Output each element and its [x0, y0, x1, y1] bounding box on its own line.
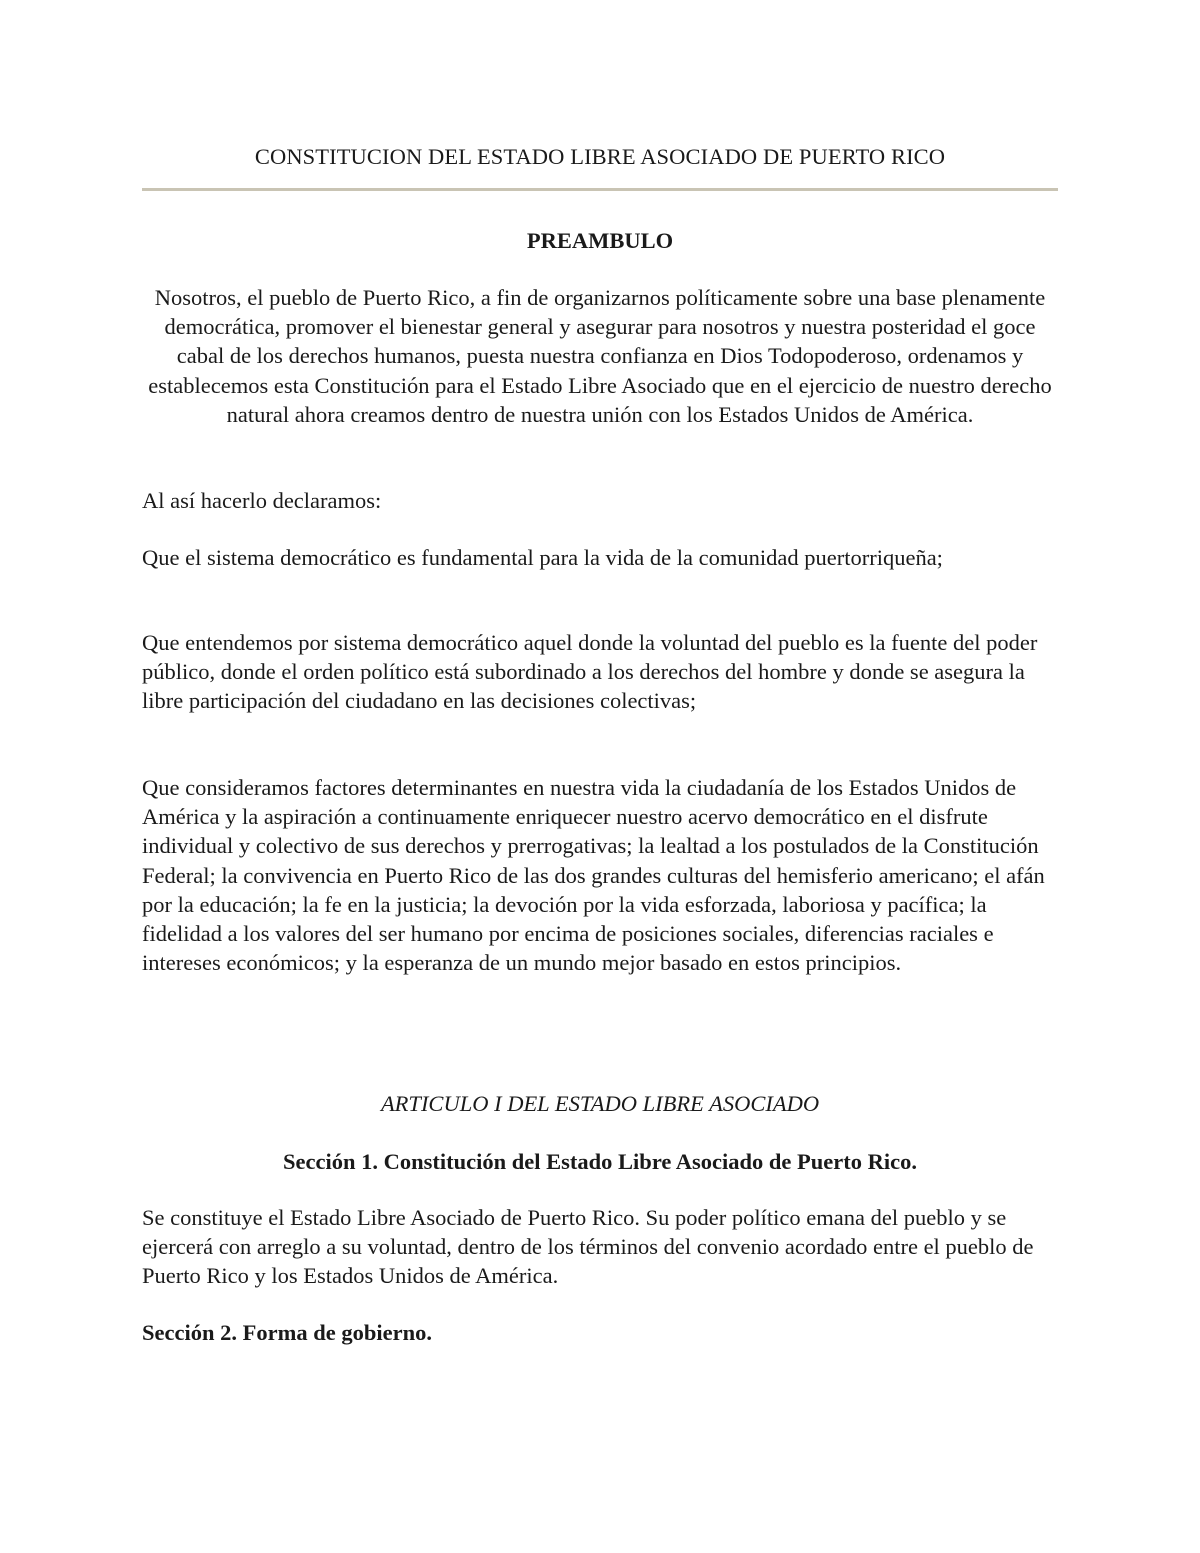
preamble-heading: PREAMBULO [526, 228, 674, 253]
article-heading: ARTICULO I DEL ESTADO LIBRE ASOCIADO [380, 1091, 820, 1116]
section-1-text: Se constituye el Estado Libre Asociado de Puerto Rico. Su poder político emana del pueblo y se ejercerá con arreglo a su voluntad, dentro de los términos del convenio acordado entre el pueblo de Puerto Rico y los Estados Unidos de América. [142, 1205, 1034, 1289]
declaration-paragraph: Que el sistema democrático es fundamental para la vida de la comunidad puertorriqueña; [142, 545, 943, 570]
section-1-heading: Sección 1. Constitución del Estado Libre Asociado de Puerto Rico. [283, 1149, 917, 1174]
document-title: CONSTITUCION DEL ESTADO LIBRE ASOCIADO DE PUERTO RICO [254, 144, 946, 169]
preamble-text: Nosotros, el pueblo de Puerto Rico, a fin de organizarnos políticamente sobre una base plenamente democrática, promover el bienestar general y asegurar para nosotros y nuestra posteridad el goce cabal de los derechos humanos, puesta nuestra confianza en Dios Todopoderoso, ordenamos y establecemos esta Constitución para el Estado Libre Asociado que en el ejercicio de nuestro derecho natural ahora creamos dentro de nuestra unión con los Estados Unidos de América. [148, 285, 1052, 427]
declaration-paragraph: Que consideramos factores determinantes en nuestra vida la ciudadanía de los Estados Unidos de América y la aspiración a continuamente enriquecer nuestro acervo democrático en el disfrute individual y colectivo de sus derechos y prerrogativas; la lealtad a los postulados de la Constitución Federal; la convivencia en Puerto Rico de las dos grandes culturas del hemisferio americano; el afán por la educación; la fe en la justicia; la devoción por la vida esforzada, laboriosa y pacífica; la fidelidad a los valores del ser humano por encima de posiciones sociales, diferencias raciales e intereses económicos; y la esperanza de un mundo mejor basado en estos principios. [142, 775, 1045, 976]
section-2-heading: Sección 2. Forma de gobierno. [142, 1320, 432, 1345]
declaration-intro: Al así hacerlo declaramos: [142, 488, 382, 513]
title-divider [142, 188, 1058, 191]
declaration-paragraph: Que entendemos por sistema democrático aquel donde la voluntad del pueblo es la fuente del poder público, donde el orden político está subordinado a los derechos del hombre y donde se asegura la libre participación del ciudadano en las decisiones colectivas; [142, 630, 1038, 714]
